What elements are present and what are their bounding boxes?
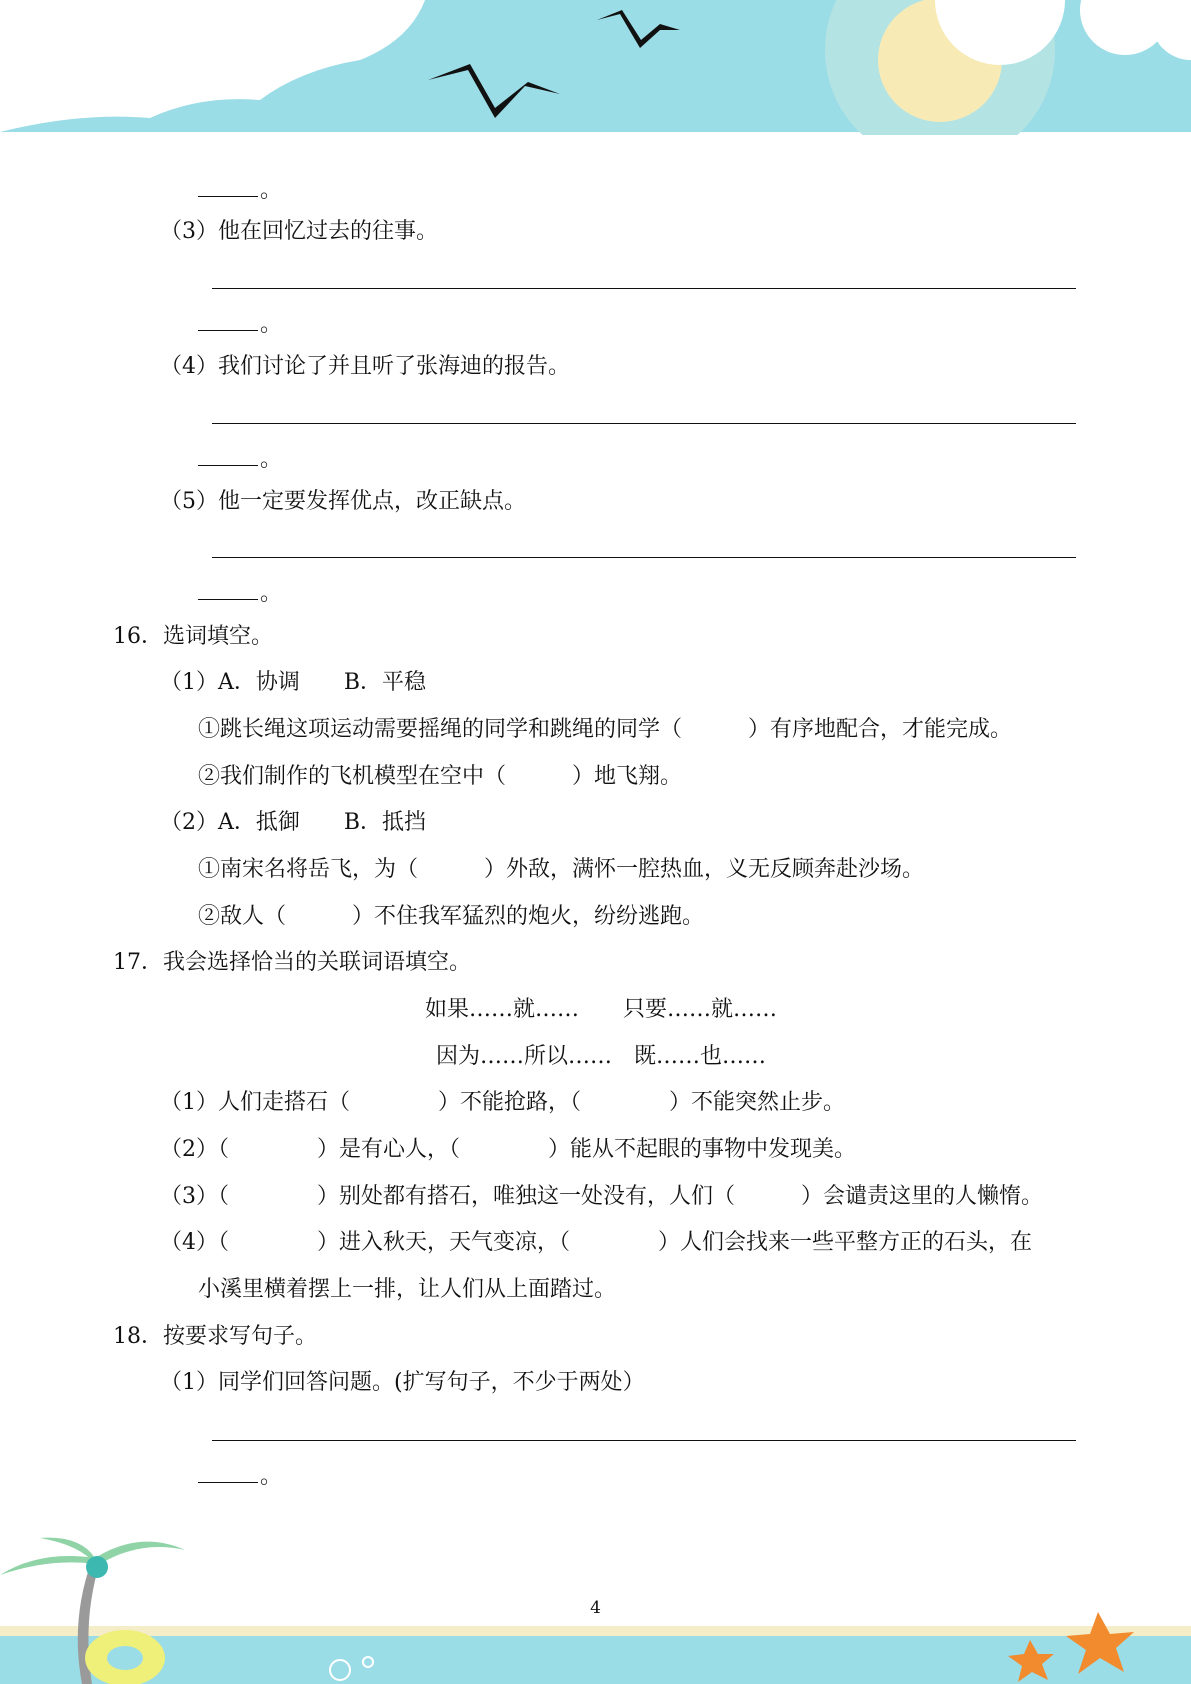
answer-line-end: 。 xyxy=(198,577,282,609)
page-number: 4 xyxy=(590,1598,601,1618)
question-16-2-b: ②敌人（ ）不住我军猛烈的炮火，纷纷逃跑。 xyxy=(198,904,705,929)
question-16-1-a: ①跳长绳这项运动需要摇绳的同学和跳绳的同学（ ）有序地配合，才能完成。 xyxy=(198,717,1013,742)
question-17-3: （3）（ ）别处都有搭石，唯独这一处没有，人们（ ）会谴责这里的人懒惰。 xyxy=(160,1184,1044,1209)
answer-line[interactable] xyxy=(212,557,1076,558)
answer-line[interactable] xyxy=(212,288,1076,289)
question-16-1-b: ②我们制作的飞机模型在空中（ ）地飞翔。 xyxy=(198,764,683,789)
word-bank-row-1: 如果……就…… 只要……就…… xyxy=(425,997,778,1022)
answer-line-end: 。 xyxy=(198,308,282,340)
question-17-4: （4）（ ）进入秋天，天气变凉，（ ）人们会找来一些平整方正的石头，在 xyxy=(160,1230,1033,1255)
question-15-5: （5）他一定要发挥优点，改正缺点。 xyxy=(160,489,526,514)
question-15-4: （4）我们讨论了并且听了张海迪的报告。 xyxy=(160,354,570,379)
word-bank-row-2: 因为……所以…… 既……也…… xyxy=(436,1044,767,1069)
question-16-2-options: （2）A．抵御 B．抵挡 xyxy=(160,810,427,835)
question-18-title: 18．按要求写句子。 xyxy=(113,1324,317,1349)
answer-line-end: 。 xyxy=(198,1460,282,1492)
question-17-1: （1）人们走搭石（ ）不能抢路，（ ）不能突然止步。 xyxy=(160,1090,845,1115)
question-18-1: （1）同学们回答问题。(扩写句子，不少于两处） xyxy=(160,1370,645,1395)
answer-line[interactable] xyxy=(212,423,1076,424)
answer-line-end: 。 xyxy=(198,174,282,206)
question-16-1-options: （1）A．协调 B．平稳 xyxy=(160,670,427,695)
question-15-3: （3）他在回忆过去的往事。 xyxy=(160,219,438,244)
question-17-4-cont: 小溪里横着摆上一排，让人们从上面踏过。 xyxy=(198,1277,617,1302)
answer-line[interactable] xyxy=(212,1440,1076,1441)
question-16-title: 16．选词填空。 xyxy=(113,624,273,649)
question-17-title: 17．我会选择恰当的关联词语填空。 xyxy=(113,950,471,975)
question-16-2-a: ①南宋名将岳飞，为（ ）外敌，满怀一腔热血，义无反顾奔赴沙场。 xyxy=(198,857,925,882)
question-17-2: （2）（ ）是有心人，（ ）能从不起眼的事物中发现美。 xyxy=(160,1137,856,1162)
answer-line-end: 。 xyxy=(198,443,282,475)
